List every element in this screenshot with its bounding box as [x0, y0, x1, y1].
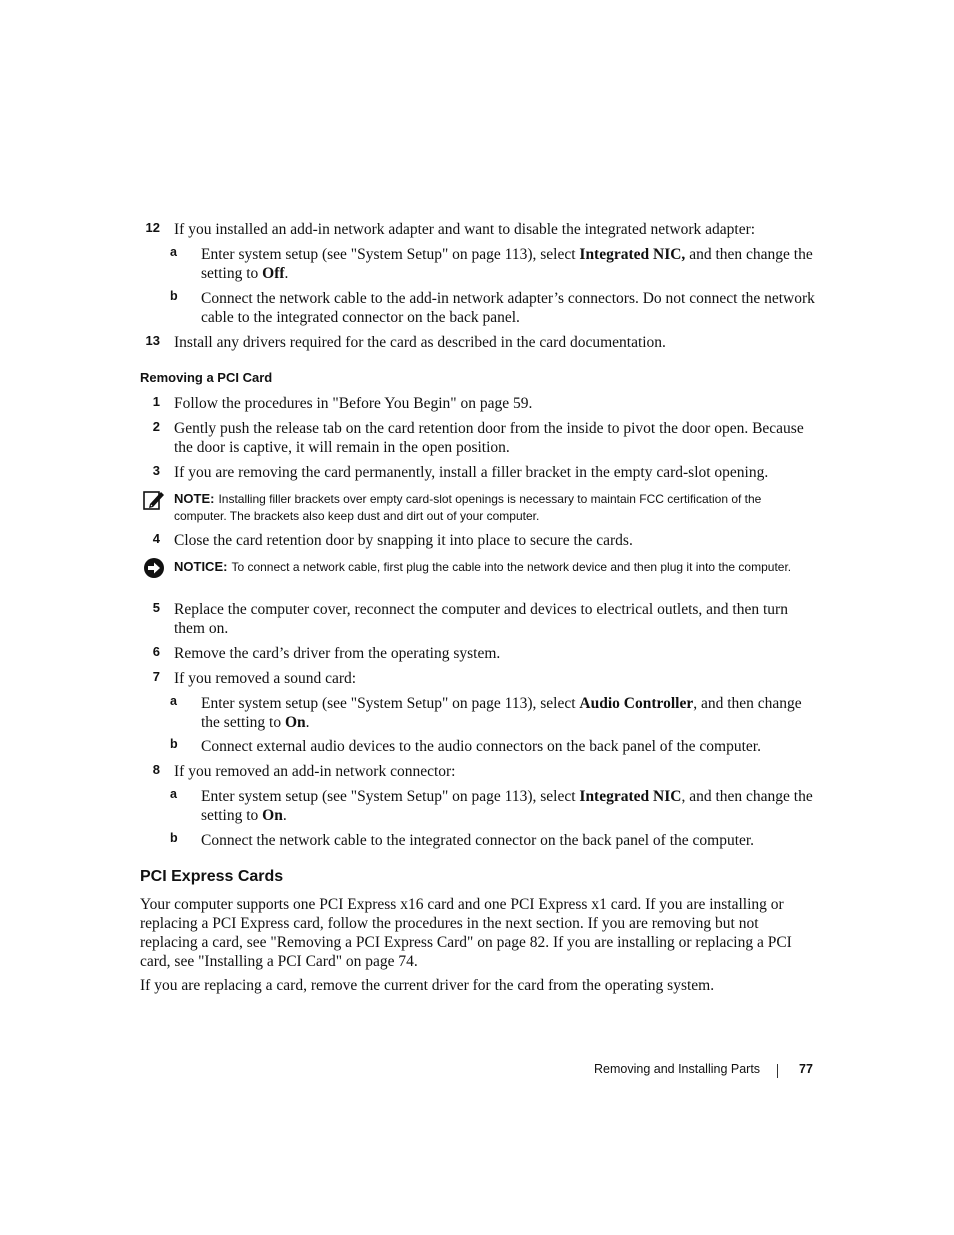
substep-text: Connect the network cable to the integrated connector on the back panel of the computer. [201, 832, 755, 849]
step-text: If you are removing the card permanently, install a filler bracket in the empty card-slot opening. [174, 464, 769, 481]
step-number: 3 [152, 463, 160, 478]
step-number: 6 [152, 644, 160, 659]
substep-letter: b [170, 737, 178, 751]
substep-letter: b [170, 289, 178, 303]
step-number: 8 [152, 762, 160, 777]
notice-arrow-icon [143, 557, 165, 579]
substep-letter: a [170, 245, 177, 259]
step-text: Gently push the release tab on the card retention door from the inside to pivot the door open. Because the door is captive, it will remain in the open position. [174, 420, 804, 456]
footer-section-title: Removing and Installing Parts [594, 1062, 761, 1076]
step-number: 4 [152, 531, 160, 546]
substep-letter: a [170, 787, 177, 801]
step-text: Follow the procedures in "Before You Begin" on page 59. [174, 395, 533, 412]
step-number: 12 [145, 220, 160, 235]
substep-text: Enter system setup (see "System Setup" on page 113), select Audio Controller, and then change the setting to On. [201, 695, 802, 731]
step-text: If you installed an add-in network adapter and want to disable the integrated network adapter: [174, 221, 756, 238]
body-paragraph: If you are replacing a card, remove the current driver for the card from the operating system. [140, 977, 715, 994]
step-text: If you removed an add-in network connector: [174, 763, 456, 780]
substep-text: Connect the network cable to the add-in network adapter’s connectors. Do not connect the network cable to the integrated connector on the back panel. [201, 290, 815, 326]
step-text: Remove the card’s driver from the operating system. [174, 645, 501, 662]
step-number: 2 [152, 419, 160, 434]
step-number: 1 [152, 394, 160, 409]
step-text: If you removed a sound card: [174, 670, 357, 687]
step-text: Replace the computer cover, reconnect the computer and devices to electrical outlets, and then turn them on. [174, 601, 788, 637]
section-heading-removing-pci-card: Removing a PCI Card [140, 370, 273, 385]
page-number: 77 [799, 1062, 813, 1076]
step-text: Close the card retention door by snapping it into place to secure the cards. [174, 532, 633, 549]
step-number: 5 [152, 600, 160, 615]
step-text: Install any drivers required for the card as described in the card documentation. [174, 334, 666, 351]
pencil-note-icon [143, 489, 165, 511]
notice-label: NOTICE: [174, 559, 228, 574]
step-number: 7 [152, 669, 160, 684]
step-number: 13 [145, 333, 160, 348]
note-text: NOTE: Installing filler brackets over empty card-slot openings is necessary to maintain FCC certification of the computer. The brackets also keep dust and dirt out of your computer. [174, 491, 762, 523]
notice-text: NOTICE: To connect a network cable, first plug the cable into the network device and then plug it into the computer. [174, 559, 792, 574]
body-paragraph: Your computer supports one PCI Express x16 card and one PCI Express x1 card. If you are installing or replacing a PCI Express card, follow the procedures in the next section. If you are removing but not replacing a card, see "Removing a PCI Express Card" on page 82. If you are installing or replacing a PCI card, see "Installing a PCI Card" on page 74. [140, 896, 792, 970]
substep-text: Connect external audio devices to the audio connectors on the back panel of the computer. [201, 738, 761, 755]
substep-letter: b [170, 831, 178, 845]
substep-letter: a [170, 694, 177, 708]
note-label: NOTE: [174, 491, 215, 506]
footer-divider [777, 1064, 778, 1078]
substep-text: Enter system setup (see "System Setup" on page 113), select Integrated NIC, and then change the setting to On. [201, 788, 813, 824]
substep-text: Enter system setup (see "System Setup" on page 113), select Integrated NIC, and then change the setting to Off. [201, 246, 813, 282]
section-heading-pci-express-cards: PCI Express Cards [140, 868, 284, 885]
